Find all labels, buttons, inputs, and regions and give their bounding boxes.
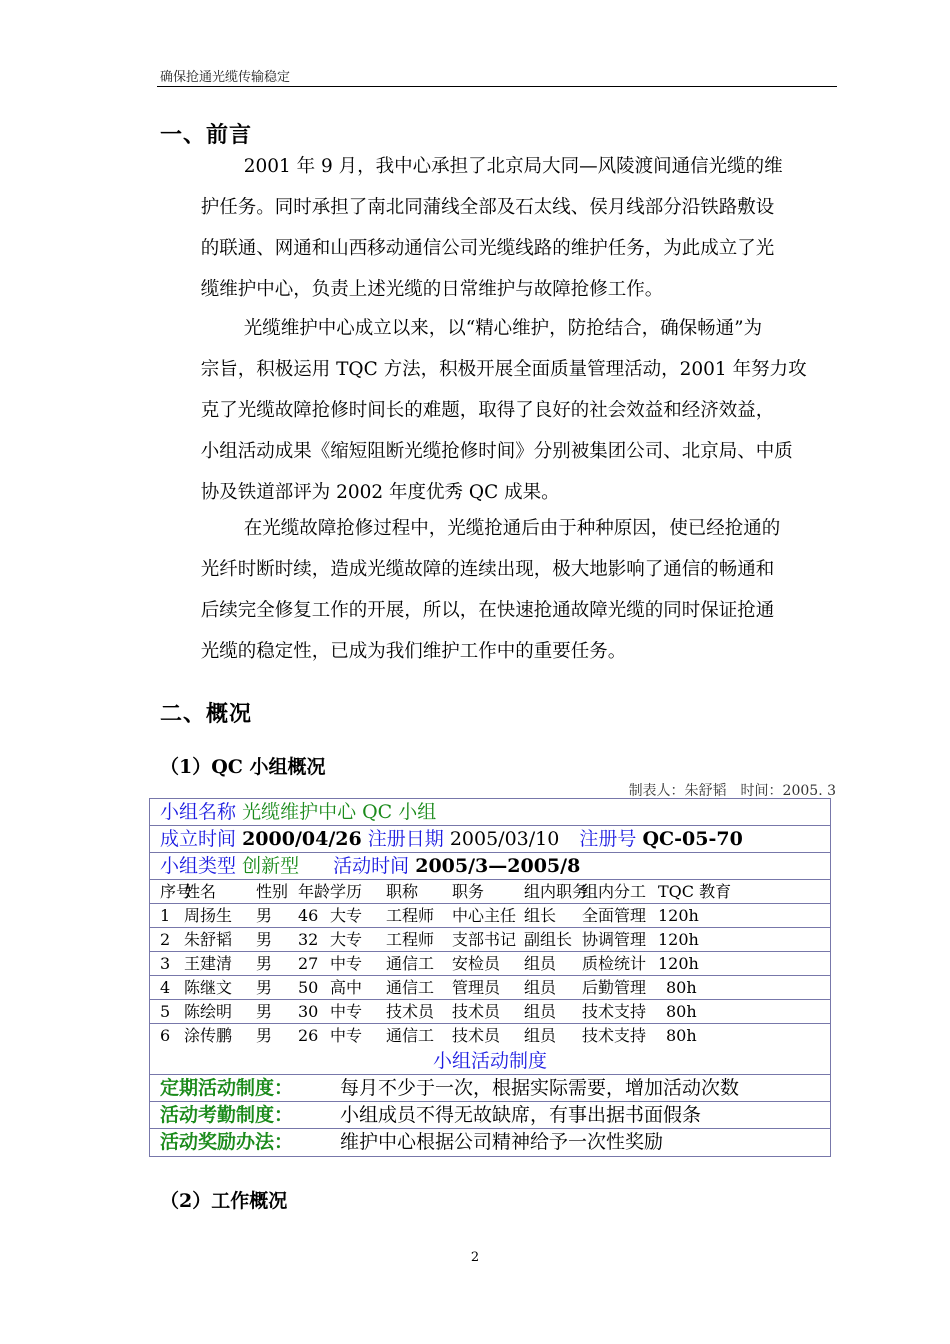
member-cell-2: 男 bbox=[256, 978, 273, 997]
member-row bbox=[150, 1024, 830, 1048]
member-cell-5: 通信工 bbox=[386, 954, 435, 973]
type-label: 小组类型 bbox=[160, 855, 237, 877]
member-cell-6: 安检员 bbox=[452, 954, 501, 973]
paragraph-2 bbox=[160, 308, 836, 513]
paragraph-line: 在光缆故障抢修过程中，光缆抢通后由于种种原因，使已经抢通的 bbox=[243, 518, 781, 539]
reg-no-value: QC-05-70 bbox=[642, 828, 743, 850]
member-cell-1: 陈继文 bbox=[184, 978, 233, 997]
paragraph-line: 克了光缆故障抢修时间长的难题，取得了良好的社会效益和经济效益， bbox=[200, 400, 775, 421]
column-header: 职称 bbox=[386, 882, 419, 901]
member-cell-1: 陈绘明 bbox=[184, 1002, 233, 1021]
paragraph-line: 2001 年 9 月，我中心承担了北京局大同—风陵渡间通信光缆的维 bbox=[243, 156, 783, 177]
member-cell-8: 全面管理 bbox=[582, 906, 647, 925]
table-maker-note: 制表人：朱舒韬 时间：2005. 3 bbox=[628, 783, 836, 799]
member-cell-6: 技术员 bbox=[452, 1002, 501, 1021]
member-cell-3: 50 bbox=[298, 978, 319, 997]
member-row bbox=[150, 976, 830, 1000]
member-cell-7: 组员 bbox=[524, 1026, 557, 1045]
member-cell-0: 6 bbox=[160, 1026, 171, 1045]
reg-date-value: 2005/03/10 bbox=[449, 828, 560, 850]
member-cell-8: 技术支持 bbox=[582, 1002, 647, 1021]
section-title-overview: 二、概况 bbox=[160, 701, 253, 727]
member-cell-5: 工程师 bbox=[386, 906, 435, 925]
section-title-preface: 一、前言 bbox=[160, 122, 253, 148]
rule-label: 活动奖励办法： bbox=[160, 1131, 294, 1153]
member-cell-8: 技术支持 bbox=[582, 1026, 647, 1045]
member-row bbox=[150, 952, 830, 976]
member-cell-9: 120h bbox=[658, 930, 699, 949]
member-cell-0: 1 bbox=[160, 906, 171, 925]
column-header: 组内分工 bbox=[582, 882, 647, 901]
member-cell-0: 3 bbox=[160, 954, 171, 973]
rule-row bbox=[150, 1129, 830, 1156]
member-cell-9: 80h bbox=[666, 1026, 697, 1045]
paragraph-line: 协及铁道部评为 2002 年度优秀 QC 成果。 bbox=[200, 482, 560, 503]
paragraph-line: 的联通、网通和山西移动通信公司光缆线路的维护任务，为此成立了光 bbox=[200, 238, 775, 259]
subsection-title-work: （2）工作概况 bbox=[160, 1190, 288, 1212]
rule-rows bbox=[150, 1075, 830, 1156]
rule-text: 小组成员不得无故缺席，有事出据书面假条 bbox=[340, 1104, 702, 1126]
column-header: 性别 bbox=[256, 882, 289, 901]
founded-value: 2000/04/26 bbox=[242, 828, 362, 850]
member-cell-9: 80h bbox=[666, 978, 697, 997]
founded-label: 成立时间 bbox=[160, 828, 237, 850]
rule-row bbox=[150, 1102, 830, 1129]
member-cell-9: 120h bbox=[658, 906, 699, 925]
member-row bbox=[150, 928, 830, 952]
member-cell-2: 男 bbox=[256, 954, 273, 973]
page-number: 2 bbox=[470, 1250, 480, 1265]
member-cell-7: 组员 bbox=[524, 978, 557, 997]
subsection-title-qc-group: （1）QC 小组概况 bbox=[160, 756, 326, 778]
reg-no-label: 注册号 bbox=[579, 828, 637, 850]
member-cell-1: 周扬生 bbox=[184, 906, 233, 925]
member-cell-2: 男 bbox=[256, 930, 273, 949]
type-value: 创新型 bbox=[242, 855, 300, 877]
member-cell-0: 4 bbox=[160, 978, 171, 997]
member-cell-0: 2 bbox=[160, 930, 171, 949]
reg-date-label: 注册日期 bbox=[367, 828, 444, 850]
registration-row bbox=[150, 826, 830, 853]
column-header: 组内职务 bbox=[524, 882, 589, 901]
member-cell-5: 通信工 bbox=[386, 1026, 435, 1045]
paragraph-line: 光纤时断时续，造成光缆故障的连续出现，极大地影响了通信的畅通和 bbox=[200, 559, 775, 580]
rule-label: 定期活动制度： bbox=[160, 1077, 294, 1099]
member-cell-4: 中专 bbox=[330, 1002, 363, 1021]
column-header: TQC 教育 bbox=[658, 882, 732, 901]
paragraph-line: 护任务。同时承担了南北同蒲线全部及石太线、侯月线部分沿铁路敷设 bbox=[200, 197, 775, 218]
column-header: 年龄 bbox=[298, 882, 331, 901]
member-column-header-row bbox=[150, 880, 830, 904]
paragraph-line: 宗旨，积极运用 TQC 方法，积极开展全面质量管理活动，2001 年努力攻 bbox=[200, 359, 807, 380]
paragraph-line: 小组活动成果《缩短阻断光缆抢修时间》分别被集团公司、北京局、中质 bbox=[200, 441, 793, 462]
member-cell-2: 男 bbox=[256, 1026, 273, 1045]
member-row bbox=[150, 904, 830, 928]
member-cell-3: 30 bbox=[298, 1002, 319, 1021]
member-cell-4: 高中 bbox=[330, 978, 363, 997]
member-cell-4: 大专 bbox=[330, 930, 363, 949]
column-header: 学历 bbox=[330, 882, 363, 901]
member-cell-7: 组员 bbox=[524, 1002, 557, 1021]
rule-text: 维护中心根据公司精神给予一次性奖励 bbox=[340, 1131, 664, 1153]
member-cell-4: 中专 bbox=[330, 954, 363, 973]
rule-label: 活动考勤制度： bbox=[160, 1104, 294, 1126]
member-cell-8: 协调管理 bbox=[582, 930, 647, 949]
member-cell-9: 120h bbox=[658, 954, 699, 973]
rule-row bbox=[150, 1075, 830, 1102]
member-cell-9: 80h bbox=[666, 1002, 697, 1021]
member-cell-0: 5 bbox=[160, 1002, 171, 1021]
rules-title: 小组活动制度 bbox=[432, 1050, 547, 1072]
paragraph-3 bbox=[160, 508, 836, 672]
paragraph-line: 后续完全修复工作的开展，所以，在快速抢通故障光缆的同时保证抢通 bbox=[200, 600, 775, 621]
member-cell-3: 46 bbox=[298, 906, 319, 925]
paragraph-line: 光缆的稳定性，已成为我们维护工作中的重要任务。 bbox=[200, 641, 627, 662]
paragraph-1 bbox=[160, 146, 836, 310]
column-header: 序号 bbox=[160, 882, 193, 901]
member-cell-4: 中专 bbox=[330, 1026, 363, 1045]
member-cell-7: 组员 bbox=[524, 954, 557, 973]
member-cell-1: 王建清 bbox=[184, 954, 233, 973]
member-cell-3: 32 bbox=[298, 930, 319, 949]
member-cell-8: 质检统计 bbox=[582, 954, 647, 973]
member-cell-7: 副组长 bbox=[524, 930, 573, 949]
member-cell-6: 中心主任 bbox=[452, 906, 517, 925]
member-cell-6: 管理员 bbox=[452, 978, 501, 997]
member-cell-7: 组长 bbox=[524, 906, 557, 925]
running-header: 确保抢通光缆传输稳定 bbox=[160, 70, 291, 85]
rules-title-row bbox=[150, 1048, 830, 1075]
member-cell-4: 大专 bbox=[330, 906, 363, 925]
member-cell-1: 涂传鹏 bbox=[184, 1026, 233, 1045]
type-period-row bbox=[150, 853, 830, 880]
member-cell-3: 26 bbox=[298, 1026, 319, 1045]
group-name-row bbox=[150, 799, 830, 826]
member-cell-3: 27 bbox=[298, 954, 319, 973]
member-cell-1: 朱舒韬 bbox=[184, 930, 233, 949]
member-cell-8: 后勤管理 bbox=[582, 978, 647, 997]
group-name-value: 光缆维护中心 QC 小组 bbox=[242, 801, 437, 823]
member-cell-6: 技术员 bbox=[452, 1026, 501, 1045]
member-cell-2: 男 bbox=[256, 906, 273, 925]
period-label: 活动时间 bbox=[333, 855, 410, 877]
member-cell-5: 通信工 bbox=[386, 978, 435, 997]
member-row bbox=[150, 1000, 830, 1024]
column-header: 职务 bbox=[452, 882, 485, 901]
member-cell-5: 工程师 bbox=[386, 930, 435, 949]
qc-group-table bbox=[149, 798, 831, 1157]
member-cell-6: 支部书记 bbox=[452, 930, 517, 949]
member-cell-2: 男 bbox=[256, 1002, 273, 1021]
group-name-label: 小组名称 bbox=[160, 801, 237, 823]
column-header: 姓名 bbox=[184, 882, 217, 901]
header-rule bbox=[157, 86, 837, 87]
member-rows bbox=[150, 904, 830, 1048]
member-cell-5: 技术员 bbox=[386, 1002, 435, 1021]
rule-text: 每月不少于一次，根据实际需要，增加活动次数 bbox=[340, 1077, 740, 1099]
paragraph-line: 缆维护中心，负责上述光缆的日常维护与故障抢修工作。 bbox=[200, 279, 664, 300]
period-value: 2005/3—2005/8 bbox=[415, 855, 581, 877]
paragraph-line: 光缆维护中心成立以来，以“精心维护，防抢结合，确保畅通”为 bbox=[243, 318, 763, 339]
